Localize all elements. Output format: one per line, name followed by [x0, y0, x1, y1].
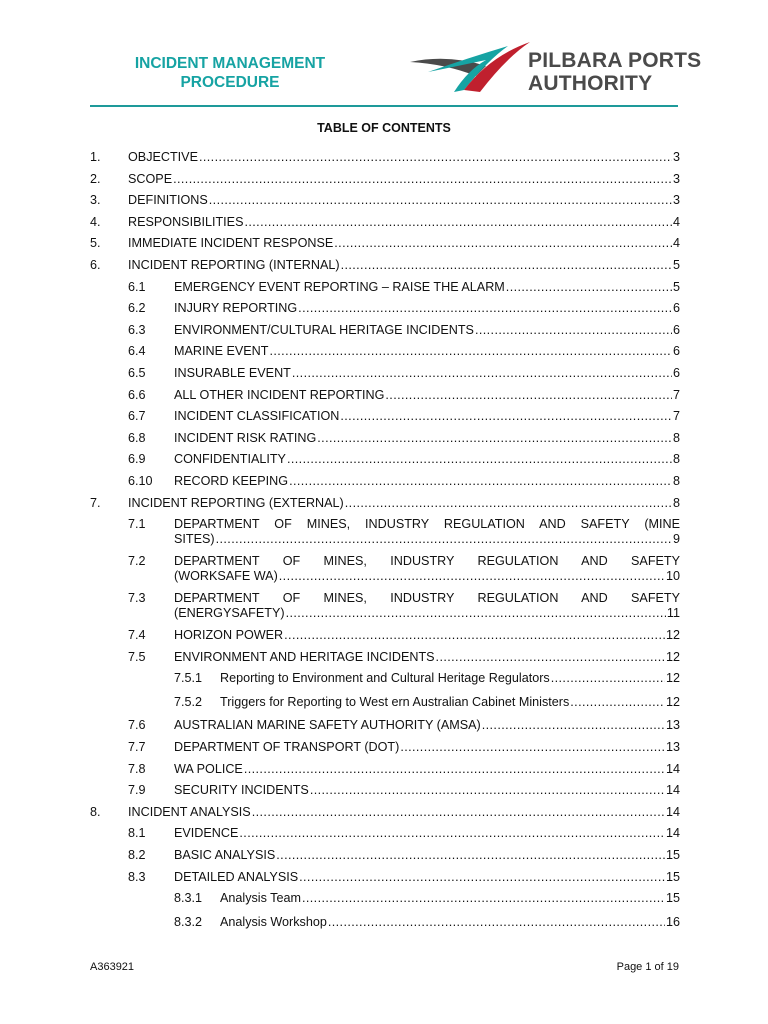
toc-entry-page: 9	[672, 532, 680, 547]
toc-entry-page: 14	[665, 804, 680, 819]
pilbara-ports-logo	[408, 38, 702, 96]
toc-entry-number: 7.9	[128, 783, 146, 798]
toc-entry-number: 7.5	[128, 649, 146, 664]
toc-entry-label: CONFIDENTIALITY	[174, 452, 286, 467]
toc-entry[interactable]	[90, 409, 680, 424]
toc-entry-label: INCIDENT CLASSIFICATION	[174, 409, 340, 424]
toc-entry-label: INSURABLE EVENT	[174, 366, 291, 380]
toc-entry-page: 6	[672, 344, 680, 359]
toc-entry[interactable]	[90, 301, 680, 316]
footer-page-info: Page 1 of 19	[616, 961, 679, 973]
toc-leader-dots	[244, 762, 665, 777]
toc-entry-page: 11	[666, 606, 680, 621]
toc-entry[interactable]	[90, 193, 680, 208]
toc-entry-page: 12	[665, 671, 680, 686]
toc-entry-page: 13	[665, 718, 680, 733]
toc-leader-dots	[475, 323, 672, 338]
toc-entry-page: 15	[665, 848, 680, 862]
page-header	[90, 38, 702, 108]
toc-entry-page: 6	[672, 301, 680, 316]
toc-entry-label: ENVIRONMENT AND HERITAGE INCIDENTS	[174, 649, 435, 664]
toc-entry-page: 14	[665, 826, 680, 841]
toc-entry-label: Triggers for Reporting to West ern Australian Cabinet Ministers	[220, 694, 570, 709]
toc-entry[interactable]	[90, 891, 680, 906]
toc-leader-dots	[244, 215, 672, 230]
toc-leader-dots	[299, 870, 665, 885]
toc-entry-label: DEPARTMENT OF MINES, INDUSTRY REGULATION AND SAFETY	[174, 554, 680, 569]
toc-entry-label: BASIC ANALYSIS	[174, 848, 276, 862]
toc-leader-dots	[279, 569, 665, 584]
logo-line2: AUTHORITY	[528, 72, 653, 95]
toc-leader-dots	[334, 236, 672, 251]
toc-entry-label: EVIDENCE	[174, 826, 239, 841]
toc-entry-page: 6	[672, 366, 680, 380]
toc-entry[interactable]	[90, 671, 680, 686]
logo-line1: PILBARA PORTS	[528, 49, 702, 72]
toc-entry-label: ALL OTHER INCIDENT REPORTING	[174, 387, 385, 402]
toc-entry-label: INCIDENT REPORTING (INTERNAL)	[128, 258, 340, 272]
toc-leader-dots	[216, 532, 672, 547]
toc-entry-number: 7.3	[128, 591, 146, 606]
toc-entry[interactable]	[90, 628, 680, 643]
footer-doc-id: A363921	[90, 961, 135, 973]
toc-entry-label: DETAILED ANALYSIS	[174, 869, 299, 884]
toc-entry-page: 8	[672, 474, 680, 488]
toc-entry-label: INCIDENT ANALYSIS	[128, 804, 251, 819]
toc-entry-page: 6	[672, 322, 680, 337]
toc-entry-page: 15	[665, 869, 680, 884]
toc-entry-page: 7	[672, 387, 680, 402]
toc-entry[interactable]	[90, 915, 680, 930]
toc-entry-page: 3	[672, 193, 680, 208]
toc-entry-label: RECORD KEEPING	[174, 474, 289, 488]
toc-entry-number: 6.10	[128, 474, 153, 488]
toc-entry-number: 4.	[90, 214, 101, 229]
toc-entry-number: 8.3.2	[174, 914, 203, 929]
toc-leader-dots	[385, 388, 672, 403]
toc-entry-number: 8.	[90, 804, 101, 819]
toc-entry-page: 13	[665, 740, 680, 754]
toc-entry[interactable]	[90, 452, 680, 467]
toc-entry[interactable]	[90, 366, 680, 381]
toc-leader-dots	[551, 671, 665, 686]
toc-entry-page: 14	[665, 761, 680, 776]
toc-entry[interactable]	[90, 783, 680, 798]
toc-entry-number: 6.1	[128, 279, 146, 294]
toc-entry-label: Reporting to Environment and Cultural Heritage Regulators	[220, 671, 550, 686]
toc-leader-dots	[345, 496, 672, 511]
toc-leader-dots	[328, 915, 665, 930]
toc-entry-label: DEPARTMENT OF TRANSPORT (DOT)	[174, 740, 400, 754]
toc-entry-page: 8	[672, 452, 680, 467]
toc-entry-label: Analysis Team	[220, 891, 301, 906]
toc-entry-number: 6.2	[128, 301, 146, 316]
toc-leader-dots	[570, 695, 665, 710]
toc-entry-number: 7.1	[128, 517, 146, 532]
toc-entry-number: 7.5.2	[174, 694, 203, 709]
toc-title: TABLE OF CONTENTS	[317, 121, 451, 135]
toc-entry-label: IMMEDIATE INCIDENT RESPONSE	[128, 236, 334, 251]
toc-entry-number: 7.4	[128, 628, 146, 643]
toc-entry-number: 6.7	[128, 409, 146, 424]
toc-entry-number: 3.	[90, 193, 101, 208]
toc-entry[interactable]	[90, 474, 680, 489]
toc-entry-number: 8.1	[128, 826, 146, 841]
toc-entry-page: 4	[672, 236, 680, 251]
toc-entry-page: 8	[672, 430, 680, 445]
document-title-line2: PROCEDURE	[180, 74, 280, 91]
toc-entry-page: 5	[672, 258, 680, 272]
toc-entry-label: MARINE EVENT	[174, 344, 269, 359]
toc-entry[interactable]	[90, 323, 680, 338]
toc-entry-number: 8.3	[128, 869, 146, 884]
toc-entry[interactable]	[90, 344, 680, 359]
toc-leader-dots	[252, 805, 665, 820]
header-divider	[90, 105, 678, 107]
toc-entry[interactable]	[90, 695, 680, 710]
toc-entry-page: 4	[672, 214, 680, 229]
toc-entry[interactable]	[90, 496, 680, 511]
toc-leader-dots	[341, 258, 672, 273]
toc-entry[interactable]	[90, 848, 680, 863]
toc-entry-number: 6.5	[128, 366, 146, 380]
toc-entry[interactable]	[90, 236, 680, 251]
toc-entry[interactable]	[90, 554, 680, 584]
toc-entry-number: 6.6	[128, 387, 146, 402]
toc-entry[interactable]	[90, 870, 680, 885]
toc-entry-number: 8.3.1	[174, 891, 203, 906]
toc-entry-label-continued: (ENERGYSAFETY)	[174, 606, 285, 621]
toc-entry-label: WA POLICE	[174, 761, 243, 776]
toc-entry-number: 2.	[90, 171, 101, 186]
toc-leader-dots	[302, 891, 665, 906]
logo-wordmark	[528, 49, 701, 95]
toc-leader-dots	[340, 409, 672, 424]
toc-leader-dots	[286, 606, 666, 621]
toc-entry-page: 16	[665, 914, 680, 929]
toc-entry[interactable]	[90, 388, 680, 403]
toc-entry[interactable]	[90, 762, 680, 777]
toc-entry-number: 7.6	[128, 718, 146, 733]
toc-entry-page: 3	[672, 171, 680, 186]
toc-entry[interactable]	[90, 150, 680, 165]
toc-entry-number: 7.5.1	[174, 671, 203, 686]
toc-entry-page: 12	[665, 649, 680, 664]
toc-entry-number: 7.2	[128, 554, 146, 569]
toc-entry-page: 14	[665, 783, 680, 798]
toc-entry-number: 7.	[90, 495, 101, 510]
toc-leader-dots	[284, 628, 665, 643]
toc-leader-dots	[482, 718, 665, 733]
toc-leader-dots	[310, 783, 665, 798]
toc-entry[interactable]	[90, 650, 680, 665]
toc-entry[interactable]	[90, 280, 680, 295]
toc-entry[interactable]	[90, 431, 680, 446]
toc-entry-label: Analysis Workshop	[220, 914, 327, 929]
toc-entry-number: 6.	[90, 258, 101, 272]
toc-entry-label: ENVIRONMENT/CULTURAL HERITAGE INCIDENTS	[174, 322, 474, 337]
toc-entry-number: 7.8	[128, 761, 146, 776]
toc-entry-label: DEPARTMENT OF MINES, INDUSTRY REGULATION AND SAFETY	[174, 591, 680, 606]
toc-entry-label: SCOPE	[128, 171, 173, 186]
toc-entry-label: DEFINITIONS	[128, 193, 208, 208]
logo-swoosh-icon	[408, 40, 533, 95]
toc-entry-label: RESPONSIBILITIES	[128, 214, 244, 229]
toc-entry-number: 7.7	[128, 740, 146, 754]
toc-leader-dots	[173, 172, 672, 187]
toc-entry[interactable]	[90, 258, 680, 273]
toc-entry-number: 6.9	[128, 452, 146, 467]
toc-leader-dots	[287, 452, 672, 467]
toc-leader-dots	[400, 740, 665, 755]
toc-leader-dots	[209, 193, 672, 208]
toc-entry-page: 7	[672, 409, 680, 424]
toc-entry-page: 8	[672, 495, 680, 510]
toc-entry-label-continued: SITES)	[174, 532, 215, 547]
toc-leader-dots	[199, 150, 672, 165]
toc-entry[interactable]	[90, 172, 680, 187]
toc-entry-label: INCIDENT RISK RATING	[174, 430, 317, 445]
document-title-line1: INCIDENT MANAGEMENT	[134, 55, 326, 72]
toc-leader-dots	[276, 848, 665, 863]
toc-leader-dots	[506, 280, 672, 295]
toc-entry-label: INJURY REPORTING	[174, 301, 298, 316]
toc-entry-page: 5	[672, 279, 680, 294]
toc-leader-dots	[239, 826, 665, 841]
toc-entry-label: DEPARTMENT OF MINES, INDUSTRY REGULATION AND SAFETY (MINE	[174, 517, 680, 532]
toc-entry-number: 6.8	[128, 430, 146, 445]
toc-entry-label: AUSTRALIAN MARINE SAFETY AUTHORITY (AMSA)	[174, 718, 481, 733]
toc-entry-page: 12	[665, 628, 680, 643]
toc-entry[interactable]	[90, 805, 680, 820]
toc-entry-label: EMERGENCY EVENT REPORTING – RAISE THE ALARM	[174, 279, 505, 294]
toc-entry[interactable]	[90, 718, 680, 733]
toc-entry-number: 1.	[90, 150, 101, 164]
toc-leader-dots	[269, 344, 672, 359]
toc-leader-dots	[436, 650, 665, 665]
toc-leader-dots	[298, 301, 672, 316]
toc-leader-dots	[289, 474, 672, 489]
toc-entry-label: OBJECTIVE	[128, 150, 198, 164]
toc-entry-page: 12	[665, 694, 680, 709]
toc-entry-number: 6.4	[128, 344, 146, 359]
toc-entry[interactable]	[90, 215, 680, 230]
toc-entry-label: SECURITY INCIDENTS	[174, 783, 309, 798]
toc-entry[interactable]	[90, 517, 680, 547]
toc-entry-number: 5.	[90, 236, 101, 251]
toc-entry-label-continued: (WORKSAFE WA)	[174, 569, 278, 584]
toc-entry-number: 6.3	[128, 322, 146, 337]
toc-entry[interactable]	[90, 591, 680, 621]
document-title	[110, 54, 350, 92]
toc-leader-dots	[317, 431, 672, 446]
toc-entry-page: 15	[665, 891, 680, 906]
toc-entry-number: 8.2	[128, 848, 146, 862]
toc-entry[interactable]	[90, 826, 680, 841]
toc-entry-label: HORIZON POWER	[174, 628, 284, 643]
toc-entry-page: 10	[665, 569, 680, 584]
toc-entry-page: 3	[672, 150, 680, 164]
toc-entry-label: INCIDENT REPORTING (EXTERNAL)	[128, 495, 344, 510]
toc-leader-dots	[292, 366, 672, 381]
toc-entry[interactable]	[90, 740, 680, 755]
